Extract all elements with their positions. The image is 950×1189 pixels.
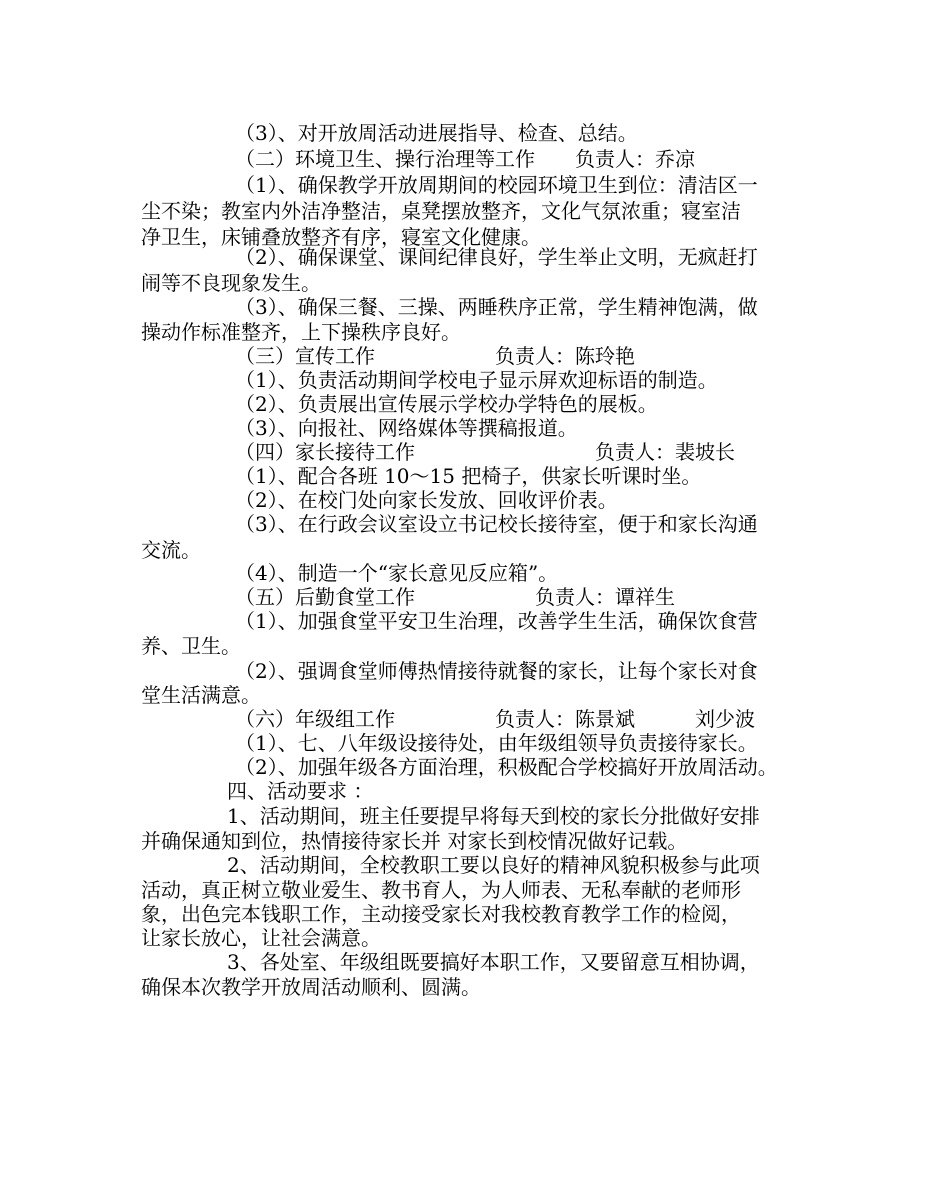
- text-line: 交流。: [141, 538, 201, 562]
- text-line: 闹等不良现象发生。: [141, 271, 321, 295]
- text-line: （2）、负责展出宣传展示学校办学特色的展板。: [235, 392, 658, 416]
- text-line: （2）、在校门处向家长发放、回收评价表。: [235, 488, 618, 512]
- section-heading: （三）宣传工作 负责人：陈玲艳: [235, 344, 635, 368]
- text-line: （1）、负责活动期间学校电子显示屏欢迎标语的制造。: [235, 368, 718, 392]
- text-line: （3）、向报社、网络媒体等撰稿报道。: [235, 416, 578, 440]
- section-heading: 四、活动要求 ：: [227, 779, 374, 803]
- text-line: （2）、确保课堂、课间纪律良好，学生举止文明，无疯赶打: [235, 245, 758, 269]
- text-line: 操动作标准整齐，上下操秩序良好。: [141, 320, 461, 344]
- text-line: 活动，真正树立敬业爱生、教书育人，为人师表、无私奉献的老师形: [141, 878, 741, 902]
- text-line: （2）、加强年级各方面治理，积极配合学校搞好开放周活动。: [235, 755, 778, 779]
- text-line: 养、卫生。: [141, 634, 241, 658]
- text-line: 象，出色完本钱职工作，主动接受家长对我校教育教学工作的检阅，: [141, 902, 741, 926]
- text-line: （1）、加强食堂平安卫生治理，改善学生生活，确保饮食营: [235, 609, 758, 633]
- text-line: 2、活动期间，全校教职工要以良好的精神风貌积极参与此项: [227, 853, 760, 877]
- text-line: 确保本次教学开放周活动顺利、圆满。: [141, 975, 481, 999]
- text-line: （1）、确保教学开放周期间的校园环境卫生到位：清洁区一: [235, 173, 758, 197]
- section-heading: （五）后勤食堂工作 负责人：谭祥生: [235, 585, 675, 609]
- text-line: （3）、在行政会议室设立书记校长接待室，便于和家长沟通: [235, 512, 758, 536]
- text-line: 尘不染；教室内外洁净整洁，桌凳摆放整齐，文化气氛浓重；寝室洁: [141, 199, 741, 223]
- section-heading: （二）环境卫生、操行治理等工作 负责人：乔凉: [235, 147, 695, 171]
- text-line: 并确保通知到位，热情接待家长并 对家长到校情况做好记载。: [141, 829, 688, 853]
- text-line: （3）、确保三餐、三操、两睡秩序正常，学生精神饱满，做: [235, 295, 758, 319]
- text-line: （1）、七、八年级设接待处，由年级组领导负责接待家长。: [235, 731, 758, 755]
- text-line: 3、各处室、年级组既要搞好本职工作，又要留意互相协调，: [227, 950, 760, 974]
- text-line: （2）、强调食堂师傅热情接待就餐的家长，让每个家长对食: [235, 659, 758, 683]
- text-line: （4）、制造一个“家长意见反应箱”。: [235, 561, 559, 585]
- section-heading: （六）年级组工作 负责人：陈景斌 刘少波: [235, 707, 755, 731]
- section-heading: （四）家长接待工作 负责人：裴坡长: [235, 440, 735, 464]
- text-line: 1、活动期间，班主任要提早将每天到校的家长分批做好安排: [227, 804, 760, 828]
- text-line: （3）、对开放周活动进展指导、检查、总结。: [235, 121, 638, 145]
- text-line: 让家长放心，让社会满意。: [141, 926, 381, 950]
- text-line: 净卫生，床铺叠放整齐有序，寝室文化健康。: [141, 225, 541, 249]
- text-line: （1）、配合各班 10～15 把椅子，供家长听课时坐。: [235, 464, 702, 488]
- text-line: 堂生活满意。: [141, 683, 261, 707]
